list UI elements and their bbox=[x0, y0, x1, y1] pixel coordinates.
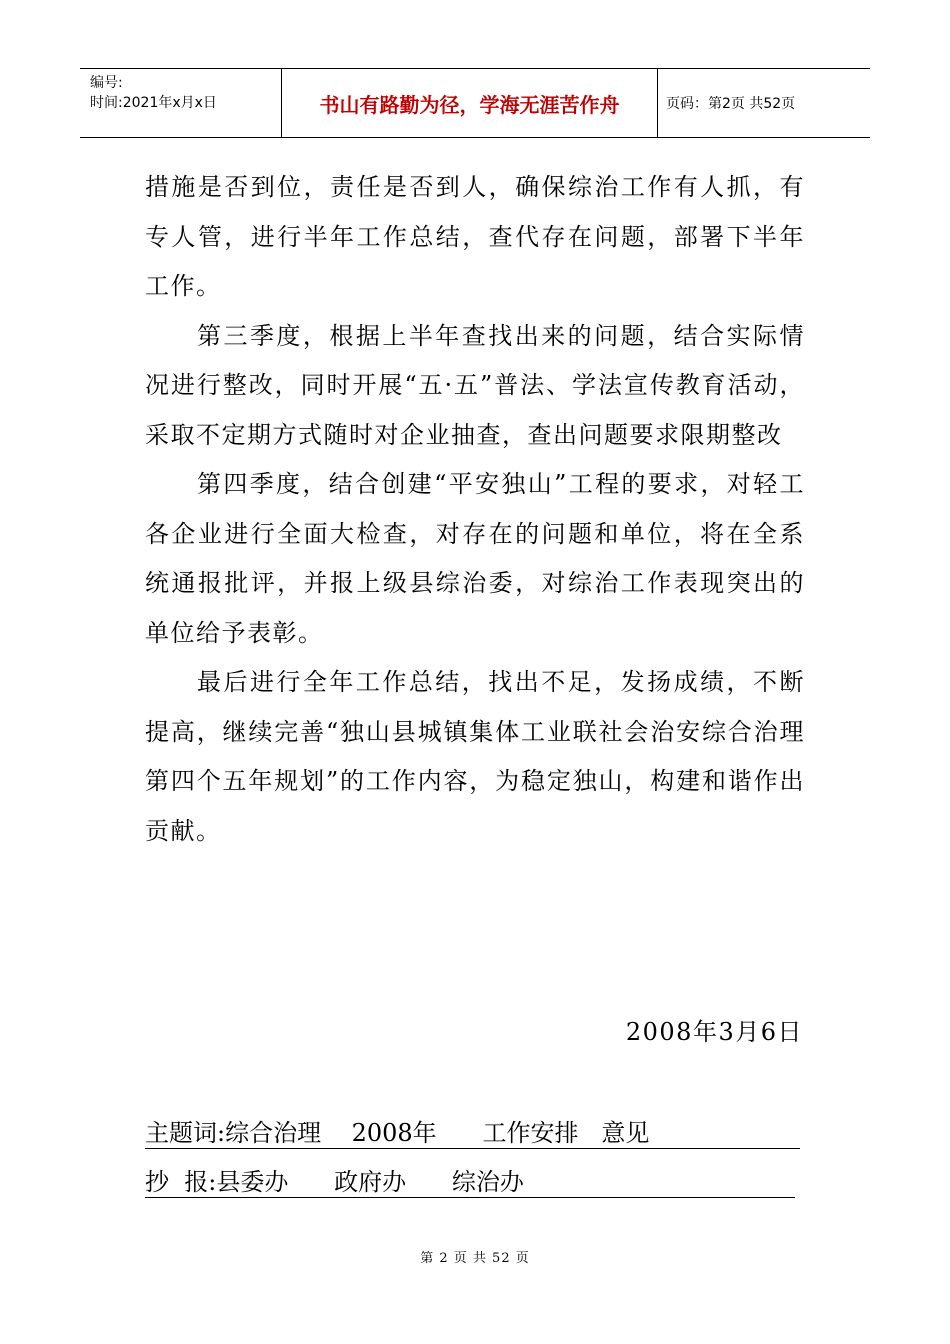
document-time-label: 时间:2021年x月x日 bbox=[90, 95, 217, 111]
paragraph-continuation: 措施是否到位，责任是否到人，确保综治工作有人抓，有专人管，进行半年工作总结，查代存在问题，部署下半年工作。 bbox=[145, 173, 805, 300]
cc-line: 抄 报:县委办 政府办 综治办 bbox=[145, 1162, 795, 1198]
paragraph-summary: 最后进行全年工作总结，找出不足，发扬成绩，不断提高，继续完善“独山县城镇集体工业联社会治安综合治理第四个五年规划”的工作内容，为稳定独山，构建和谐作出贡献。 bbox=[145, 668, 805, 845]
document-body bbox=[145, 163, 805, 856]
header-page-info: 页码：第2页 共52页 bbox=[666, 96, 796, 112]
keywords-line: 主题词:综合治理 2008年 工作安排 意见 bbox=[145, 1113, 800, 1149]
document-number-label: 编号: bbox=[90, 75, 123, 91]
header-meta bbox=[80, 69, 282, 137]
page-header bbox=[80, 68, 870, 138]
page-footer: 第 2 页 共 52 页 bbox=[420, 1251, 530, 1266]
header-motto: 书山有路勤为径，学海无涯苦作舟 bbox=[282, 69, 658, 137]
paragraph-q4: 第四季度，结合创建“平安独山”工程的要求，对轻工各企业进行全面大检查，对存在的问题和单位，将在全系统通报批评，并报上级县综治委，对综治工作表现突出的单位给予表彰。 bbox=[145, 470, 805, 647]
document-date: 2008年3月6日 bbox=[625, 1018, 803, 1046]
paragraph-q3: 第三季度，根据上半年查找出来的问题，结合实际情况进行整改，同时开展“五·五”普法、学法宣传教育活动，采取不定期方式随时对企业抽查，查出问题要求限期整改 bbox=[145, 321, 805, 449]
